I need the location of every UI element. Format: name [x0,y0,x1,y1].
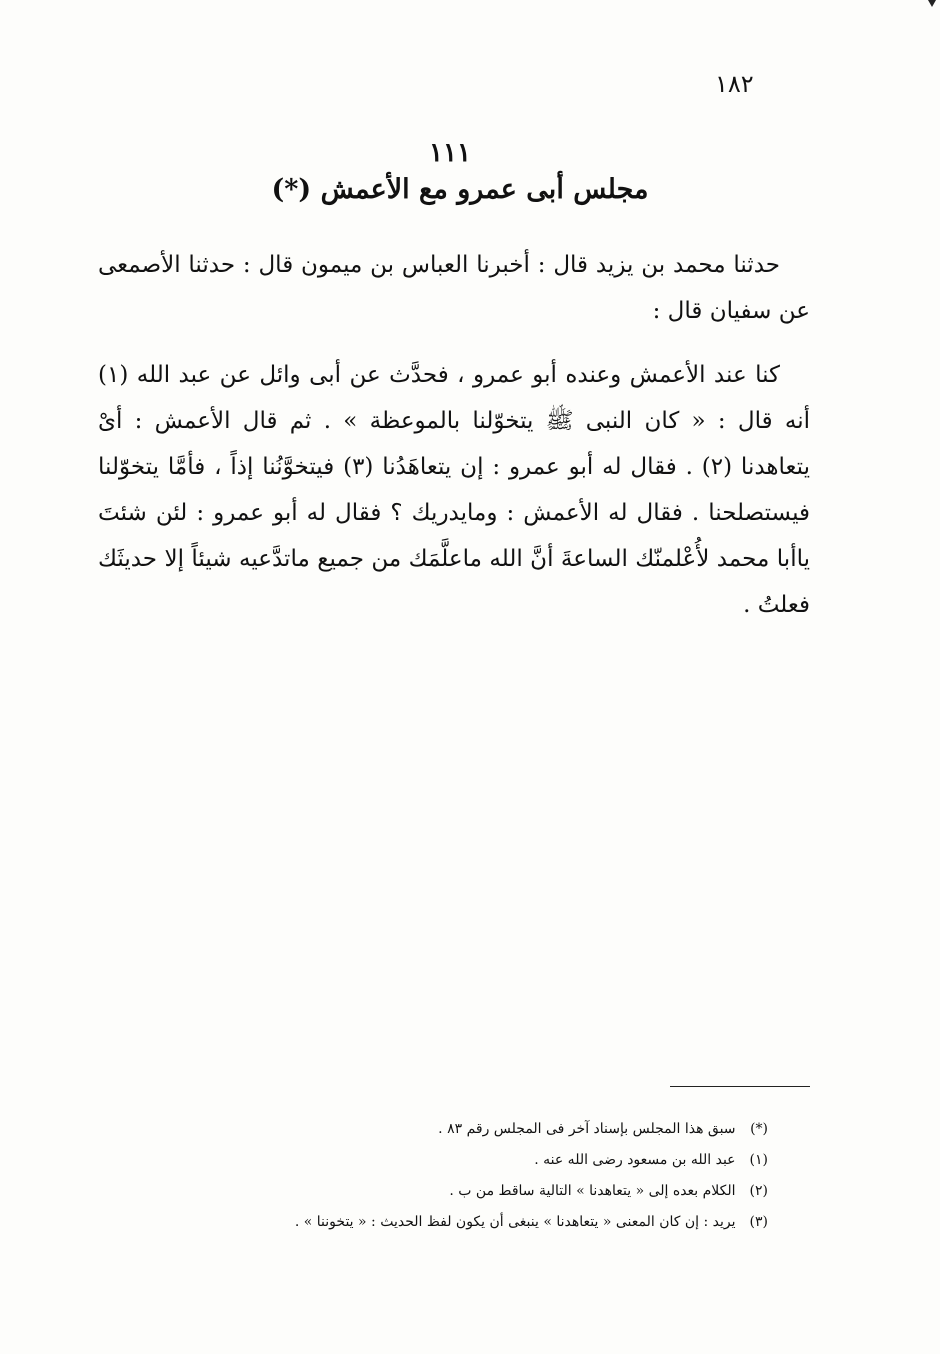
footnote-separator [670,1086,810,1087]
footnote-mark: (١) [749,1152,768,1168]
page-number: ١٨٢ [715,70,754,98]
footnote-mark: (٢) [749,1183,768,1199]
paragraph-narration [98,352,810,628]
corner-mark [928,0,936,7]
footnote-text: عبد الله بن مسعود رضى الله عنه . [534,1152,736,1168]
paragraph-text: كنا عند الأعمش وعنده أبو عمرو ، فحدَّث عن أبى وائل عن عبد الله (١) أنه قال : « كان النبى ﷺ يتخوّلنا بالموعظة » . ثم قال الأعمش : أىْ يتعاهدنا (٢) . فقال له أبو عمرو : إن يتعاهَدُنا (٣) فيتخوَّنُنا إذاً ، فأمَّا يتخوّلنا فيستصلحنا . فقال له الأعمش : ومايدريك ؟ فقال له أبو عمرو : لئن شئتَ ياأبا محمد لأُعْلمنّك الساعةَ أنَّ الله ماعلَّمَك من جميع ماتدَّعيه شيئاً إلا حديثَك فعلتُ . [98,362,810,618]
footnotes [200,1114,768,1238]
footnote-item [200,1207,768,1238]
paragraph-isnad [98,242,810,334]
footnote-item [200,1145,768,1176]
footnote-text: يريد : إن كان المعنى « يتعاهدنا » ينبغى أن يكون لفظ الحديث : « يتخوننا » . [294,1214,736,1230]
footnote-item [200,1176,768,1207]
majlis-number: ١١١ [429,138,471,168]
footnote-item [200,1114,768,1145]
footnote-text: الكلام بعده إلى « يتعاهدنا » التالية ساقط من ب . [449,1183,736,1199]
majlis-title: مجلس أبى عمرو مع الأعمش (*) [271,174,649,205]
paragraph-text: حدثنا محمد بن يزيد قال : أخبرنا العباس بن ميمون قال : حدثنا الأصمعى عن سفيان قال : [98,252,810,324]
footnote-mark: (٣) [749,1214,768,1230]
footnote-text: سبق هذا المجلس بإسناد آخر فى المجلس رقم ٨٣ . [438,1121,736,1137]
footnote-mark: (*) [750,1121,768,1137]
